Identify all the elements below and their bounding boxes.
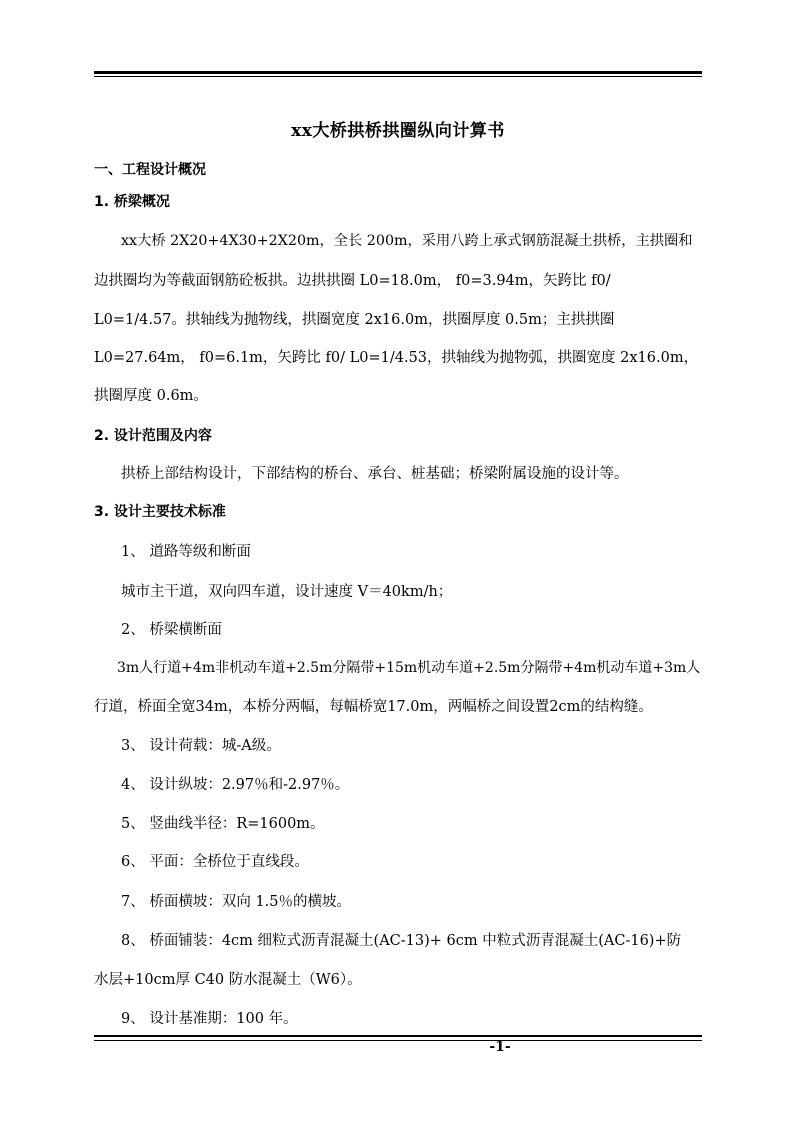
paragraph-line: L0=27.64m， f0=6.1m，矢跨比 f0/ L0=1/4.53，拱轴线为抛物弧，拱圈宽度 2x16.0m， (94, 350, 699, 366)
paragraph-line: 3m人行道+4m非机动车道+2.5m分隔带+15m机动车道+2.5m分隔带+4m机动车道+3m人 (117, 660, 701, 676)
section-heading: 2. 设计范围及内容 (94, 428, 212, 444)
paragraph-line: 6、 平面：全桥位于直线段。 (121, 854, 309, 870)
page-number: -1- (489, 1039, 511, 1055)
header-rule-thin (94, 76, 702, 77)
section-heading: 一、工程设计概况 (94, 162, 206, 178)
paragraph-line: 拱圈厚度 0.6m。 (94, 388, 208, 404)
section-heading: 3. 设计主要技术标准 (94, 504, 226, 520)
paragraph-line: L0=1/4.57。拱轴线为抛物线，拱圈宽度 2x16.0m，拱圈厚度 0.5m；主拱拱圈 (94, 312, 615, 328)
paragraph-line: 2、 桥梁横断面 (121, 622, 222, 638)
paragraph-line: 1、 道路等级和断面 (121, 544, 251, 560)
paragraph-line: 水层+10cm厚 C40 防水混凝土（W6）。 (94, 972, 362, 988)
paragraph-line: 7、 桥面横坡：双向 1.5％的横坡。 (121, 894, 352, 910)
paragraph-line: 3、 设计荷载：城-A级。 (121, 738, 281, 754)
document-title: xx大桥拱桥拱圈纵向计算书 (291, 121, 505, 141)
footer-rule-thin (94, 1040, 702, 1041)
paragraph-line: 9、 设计基准期：100 年。 (121, 1011, 298, 1027)
paragraph-line: 8、 桥面铺装：4cm 细粒式沥青混凝土(AC-13)+ 6cm 中粒式沥青混凝土(AC-16)+防 (121, 933, 682, 949)
paragraph-line: 城市主干道，双向四车道，设计速度 V＝40km/h； (121, 584, 453, 600)
header-rule-thick (94, 71, 702, 74)
paragraph-line: 4、 设计纵坡：2.97％和-2.97％。 (121, 777, 350, 793)
section-heading: 1. 桥梁概况 (94, 194, 170, 210)
paragraph-line: 行道，桥面全宽34m，本桥分两幅，每幅桥宽17.0m，两幅桥之间设置2cm的结构缝。 (94, 699, 653, 715)
paragraph-line: 5、 竖曲线半径：R=1600m。 (121, 816, 325, 832)
footer-rule-thick (94, 1035, 702, 1037)
paragraph-line: 边拱圈均为等截面钢筋砼板拱。边拱拱圈 L0=18.0m， f0=3.94m，矢跨比 f0/ (94, 273, 611, 289)
paragraph-line: 拱桥上部结构设计，下部结构的桥台、承台、桩基础；桥梁附属设施的设计等。 (121, 466, 629, 482)
paragraph-line: xx大桥 2X20+4X30+2X20m，全长 200m，采用八跨上承式钢筋混凝土拱桥，主拱圈和 (121, 233, 693, 249)
